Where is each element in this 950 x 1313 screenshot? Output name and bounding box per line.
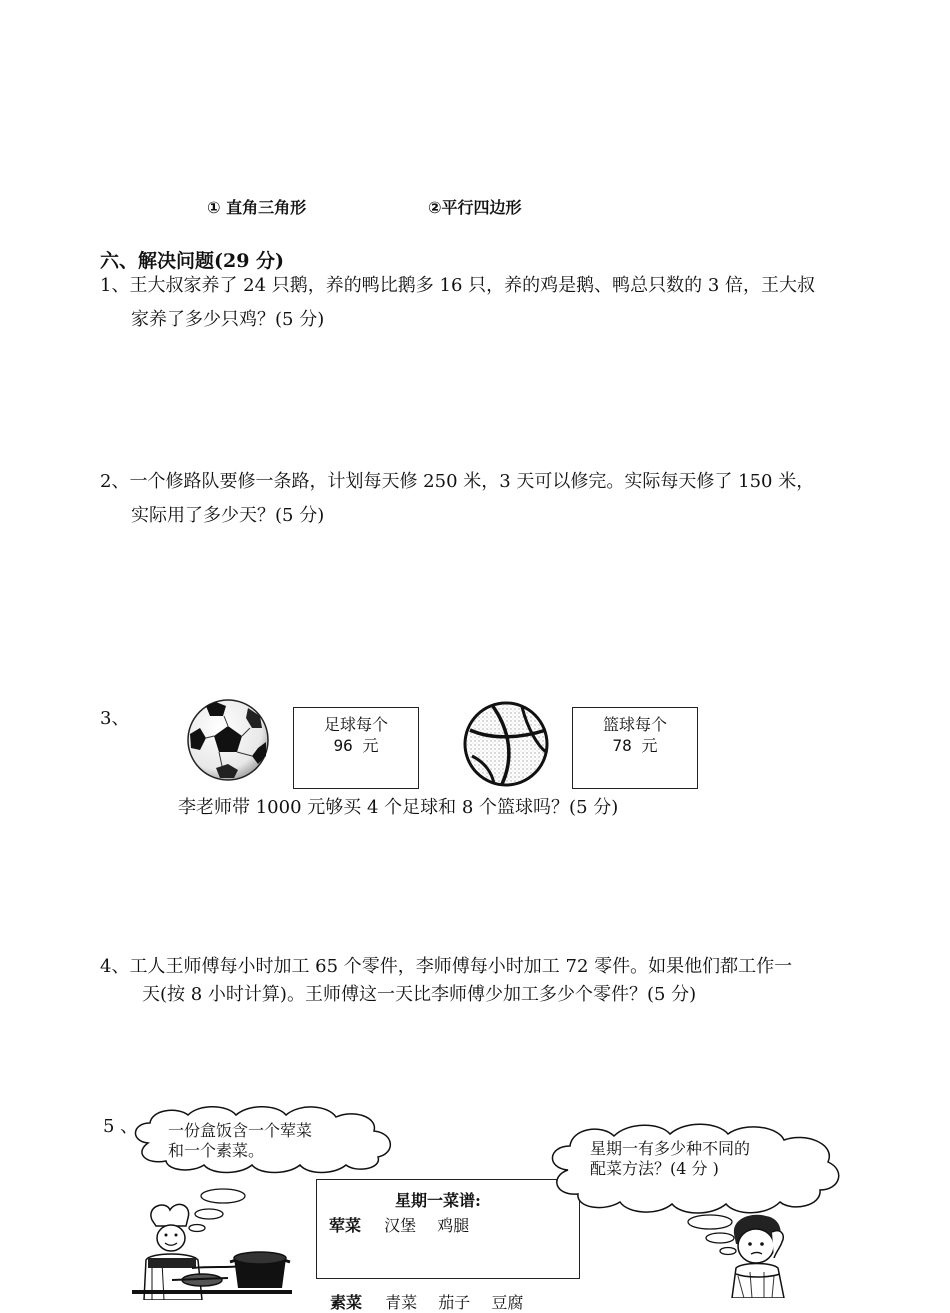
basketball-price-box xyxy=(572,707,698,789)
menu-veg-item: 青菜 xyxy=(385,1293,418,1312)
menu-meat-item: 鸡腿 xyxy=(437,1216,470,1235)
football-price-line-2: 96 元 xyxy=(333,736,379,755)
chef-icon xyxy=(132,1202,292,1300)
left-cloud-text xyxy=(168,1121,312,1161)
right-cloud-line-2: 配菜方法？(4 分 ) xyxy=(590,1159,719,1178)
menu-veg-item: 豆腐 xyxy=(491,1293,524,1312)
question-4-line-2: 天(按 8 小时计算)。王师傅这一天比李师傅少加工多少个零件？(5 分) xyxy=(142,984,697,1005)
question-3-text: 李老师带 1000 元够买 4 个足球和 8 个篮球吗？(5 分) xyxy=(178,797,619,818)
thinking-child-icon xyxy=(722,1212,792,1298)
menu-meat-row xyxy=(329,1213,485,1236)
basketball-price-line-1: 篮球每个 xyxy=(602,715,667,734)
shape-label-parallelogram: ②平行四边形 xyxy=(428,198,522,217)
right-cloud-line-1: 星期一有多少种不同的 xyxy=(590,1139,751,1158)
menu-box xyxy=(316,1179,580,1279)
section-title: 六、解决问题(29 分) xyxy=(100,250,285,272)
menu-veg-row xyxy=(330,1290,539,1313)
question-4-line-1: 4、工人王师傅每小时加工 65 个零件，李师傅每小时加工 72 零件。如果他们都工作一 xyxy=(100,956,793,977)
menu-title: 星期一菜谱: xyxy=(395,1191,481,1210)
question-2-line-1: 2、一个修路队要修一条路，计划每天修 250 米，3 天可以修完。实际每天修了 150 米， xyxy=(100,471,815,492)
football-icon xyxy=(186,698,270,782)
question-2-line-2: 实际用了多少天？(5 分) xyxy=(131,505,325,526)
left-cloud-line-1: 一份盒饭含一个荤菜 xyxy=(168,1121,313,1140)
menu-veg-item: 茄子 xyxy=(438,1293,471,1312)
menu-meat-label: 荤菜 xyxy=(329,1216,362,1235)
left-cloud-line-2: 和一个素菜。 xyxy=(168,1141,265,1160)
question-1-line-2: 家养了多少只鸡？(5 分) xyxy=(131,309,325,330)
menu-veg-label: 素菜 xyxy=(330,1293,363,1312)
basketball-price-line-2: 78 元 xyxy=(612,736,658,755)
basketball-icon xyxy=(462,700,550,788)
right-cloud-text xyxy=(590,1139,750,1179)
shape-label-right-triangle: ① 直角三角形 xyxy=(207,198,307,217)
question-1-line-1: 1、王大叔家养了 24 只鹅，养的鸭比鹅多 16 只，养的鸡是鹅、鸭总只数的 3 倍，王大叔 xyxy=(100,275,816,296)
menu-meat-item: 汉堡 xyxy=(384,1216,417,1235)
question-3-number: 3、 xyxy=(100,708,130,729)
football-price-line-1: 足球每个 xyxy=(323,715,388,734)
football-price-box xyxy=(293,707,419,789)
question-5-number: 5 、 xyxy=(103,1116,139,1137)
